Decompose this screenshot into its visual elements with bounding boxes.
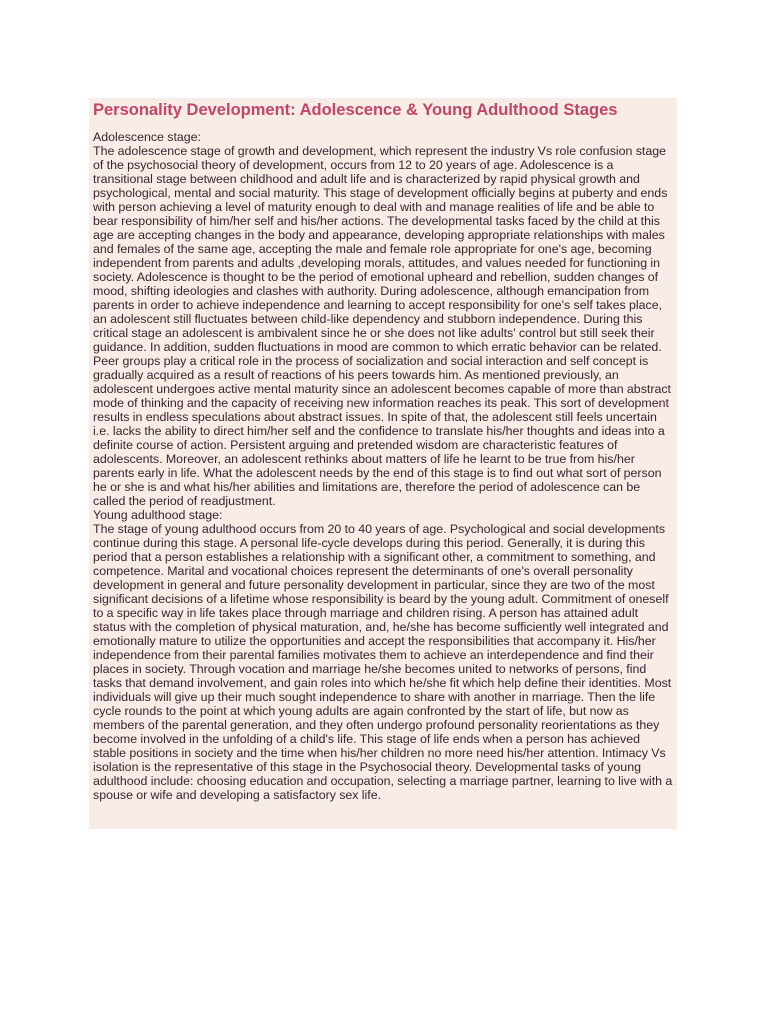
document-title: Personality Development: Adolescence & Young Adulthood Stages bbox=[93, 101, 618, 119]
section-heading-adolescence: Adolescence stage: bbox=[93, 130, 201, 144]
section-body-young-adulthood: The stage of young adulthood occurs from 20 to 40 years of age. Psychological and social developments continue during this stage. A personal life-cycle develops during this period. Generally, it is during this period that a person establishes a relationship with a significant other, a commitment to something, and competence. Marital and vocational choices represent the determinants of one's overall personality development in general and future personality development in particular, since they are two of the most significant decisions of a lifetime whose responsibility is beard by the young adult. Commitment of oneself to a specific way in life takes place through marriage and children rising. A person has attained adult status with the completion of physical maturation, and, he/she has become sufficiently well integrated and emotionally mature to utilize the opportunities and accept the responsibilities that accompany it. His/her independence from their parental families motivates them to achieve an interdependence and find their places in society. Through vocation and marriage he/she becomes united to networks of persons, find tasks that demand involvement, and gain roles into which he/she fit which help define their identities. Most individuals will give up their much sought independence to share with another in marriage. Then the life cycle rounds to the point at which young adults are again confronted by the start of life, but now as members of the parental generation, and they often undergo profound personality reorientations as they become involved in the unfolding of a child's life. This stage of life ends when a person has achieved stable positions in society and the time when his/her children no more need his/her attention. Intimacy Vs isolation is the representative of this stage in the Psychosocial theory. Developmental tasks of young adulthood include: choosing education and occupation, selecting a marriage partner, learning to live with a spouse or wife and developing a satisfactory sex life. bbox=[93, 522, 673, 802]
document-block bbox=[89, 98, 677, 829]
section-heading-young-adulthood: Young adulthood stage: bbox=[93, 508, 223, 522]
section-body-adolescence: The adolescence stage of growth and development, which represent the industry Vs role confusion stage of the psychosocial theory of development, occurs from 12 to 20 years of age. Adolescence is a transitional stage between childhood and adult life and is characterized by rapid physical growth and psychological, mental and social maturity. This stage of development officially begins at puberty and ends with person achieving a level of maturity enough to deal with and manage realities of life and be able to bear responsibility of him/her self and his/her actions. The developmental tasks faced by the child at this age are accepting changes in the body and appearance, developing appropriate relationships with males and females of the same age, accepting the male and female role appropriate for one's age, becoming independent from parents and adults ,developing morals, attitudes, and values needed for functioning in society. Adolescence is thought to be the period of emotional upheard and rebellion, sudden changes of mood, shifting ideologies and clashes with authority. During adolescence, although emancipation from parents in order to achieve independence and learning to accept responsibility for one's self takes place, an adolescent still fluctuates between child-like dependency and stubborn independence. During this critical stage an adolescent is ambivalent since he or she does not like adults' control but still seek their guidance. In addition, sudden fluctuations in mood are common to which erratic behavior can be related. Peer groups play a critical role in the process of socialization and social interaction and self concept is gradually acquired as a result of reactions of his peers towards him. As mentioned previously, an adolescent undergoes active mental maturity since an adolescent becomes capable of more than abstract mode of thinking and the capacity of receiving new information reaches its peak. This sort of development results in endless speculations about abstract issues. In spite of that, the adolescent still feels uncertain i.e. lacks the ability to direct him/her self and the confidence to translate his/her thoughts and ideas into a definite course of action. Persistent arguing and pretended wisdom are characteristic features of adolescents. Moreover, an adolescent rethinks about matters of life he learnt to be true from his/her parents early in life. What the adolescent needs by the end of this stage is to find out what sort of person he or she is and what his/her abilities and limitations are, therefore the period of adolescence can be called the period of readjustment. bbox=[93, 144, 671, 508]
document-body bbox=[93, 130, 673, 802]
